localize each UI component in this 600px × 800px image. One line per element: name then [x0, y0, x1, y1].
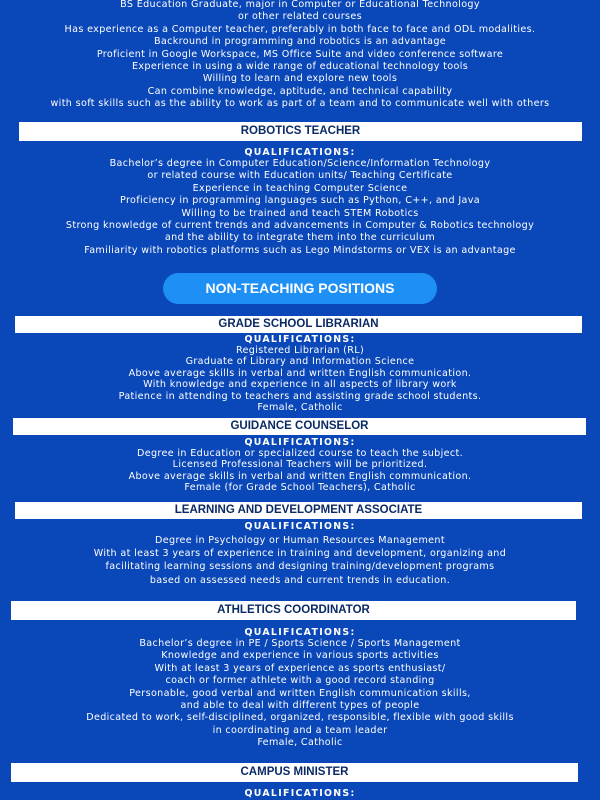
qualification-line: Proficiency in programming languages such as Python, C++, and Java [120, 195, 480, 207]
grade-school-librarian-qualifications [0, 334, 600, 413]
qualification-line: with soft skills such as the ability to work as part of a team and to communicate well with others [50, 98, 550, 110]
qualification-line: Registered Librarian (RL) [235, 345, 365, 356]
qualification-line: or related course with Education units/ Teaching Certificate [147, 170, 453, 182]
qualification-line: Above average skills in verbal and written English communication. [128, 367, 472, 379]
qualification-line: Can combine knowledge, aptitude, and technical capability [147, 85, 453, 97]
intro-qualifications [0, 0, 600, 111]
qualification-line: Degree in Psychology or Human Resources Management [155, 535, 445, 546]
qualification-line: Has experience as a Computer teacher, preferably in both face to face and ODL modalities. [64, 23, 536, 35]
qualifications-heading: QUALIFICATIONS: [244, 147, 356, 158]
qualification-line: Bachelor’s degree in Computer Education/Science/Information Technology [109, 158, 491, 169]
qualification-line: Patience in attending to teachers and assisting grade school students. [118, 390, 482, 402]
qualification-line: With knowledge and experience in all aspects of library work [143, 379, 457, 391]
qualification-line: Graduate of Library and Information Science [185, 356, 415, 368]
qualifications-heading: QUALIFICATIONS: [244, 437, 356, 448]
qualification-line: and the ability to integrate them into the curriculum [164, 232, 436, 244]
qualification-line: Familiarity with robotics platforms such as Lego Mindstorms or VEX is an advantage [84, 244, 516, 256]
qualifications-heading: QUALIFICATIONS: [244, 788, 356, 799]
qualifications-heading: QUALIFICATIONS: [244, 627, 356, 638]
robotics-teacher-qualifications [0, 147, 600, 257]
qualification-line: and able to deal with different types of people [180, 700, 420, 712]
qualification-line: coach or former athlete with a good record standing [165, 675, 435, 687]
qualification-line: Willing to learn and explore new tools [202, 73, 398, 85]
qualification-line: With at least 3 years of experience in training and development, organizing and [93, 548, 507, 560]
qualification-line: Female, Catholic [257, 402, 343, 414]
qualification-line: Dedicated to work, self-disciplined, organized, responsible, flexible with good skills [86, 712, 514, 724]
qualification-line: Female, Catholic [257, 737, 343, 749]
qualification-line: Female (for Grade School Teachers), Catholic [184, 482, 416, 494]
qualification-line: based on assessed needs and current trends in education. [149, 574, 451, 586]
athletics-coordinator-qualifications [0, 627, 600, 750]
qualification-line: Proficient in Google Workspace, MS Office Suite and video conference software [96, 48, 504, 60]
learning-development-associate-qualifications [0, 521, 600, 587]
qualification-line: Knowledge and experience in various sports activities [161, 650, 439, 662]
qualification-line: Experience in teaching Computer Science [192, 182, 408, 194]
qualifications-heading: QUALIFICATIONS: [244, 521, 356, 532]
guidance-counselor-title: GUIDANCE COUNSELOR [13, 418, 586, 435]
qualification-line: Degree in Education or specialized course to teach the subject. [136, 448, 464, 459]
campus-minister-title: CAMPUS MINISTER [11, 763, 578, 782]
grade-school-librarian-title: GRADE SCHOOL LIBRARIAN [15, 316, 582, 333]
qualification-line: Willing to be trained and teach STEM Robotics [181, 207, 419, 219]
guidance-counselor-qualifications [0, 437, 600, 494]
robotics-teacher-title: ROBOTICS TEACHER [19, 122, 582, 141]
qualification-line: Personable, good verbal and written English communication skills, [129, 687, 471, 699]
qualification-line: Experience in using a wide range of educational technology tools [131, 61, 469, 73]
qualifications-heading: QUALIFICATIONS: [244, 334, 356, 345]
qualification-line: With at least 3 years of experience as sports enthusiast/ [154, 662, 446, 674]
campus-minister-qualifications [0, 788, 600, 799]
athletics-coordinator-title: ATHLETICS COORDINATOR [11, 601, 576, 620]
qualification-line: in coordinating and a team leader [212, 724, 388, 736]
learning-development-associate-title: LEARNING AND DEVELOPMENT ASSOCIATE [15, 502, 582, 519]
non-teaching-positions-heading: NON-TEACHING POSITIONS [163, 273, 437, 304]
qualification-line: Licensed Professional Teachers will be prioritized. [172, 459, 428, 471]
qualification-line: Above average skills in verbal and written English communication. [128, 470, 472, 482]
qualification-line: Strong knowledge of current trends and advancements in Computer & Robotics technology [65, 220, 535, 232]
qualification-line: BS Education Graduate, major in Computer or Educational Technology [120, 0, 480, 10]
qualification-line: Bachelor’s degree in PE / Sports Science / Sports Management [139, 638, 461, 649]
qualification-line: facilitating learning sessions and designing training/development programs [105, 561, 495, 573]
qualification-line: or other related courses [238, 11, 362, 23]
qualification-line: Backround in programming and robotics is an advantage [153, 36, 447, 48]
